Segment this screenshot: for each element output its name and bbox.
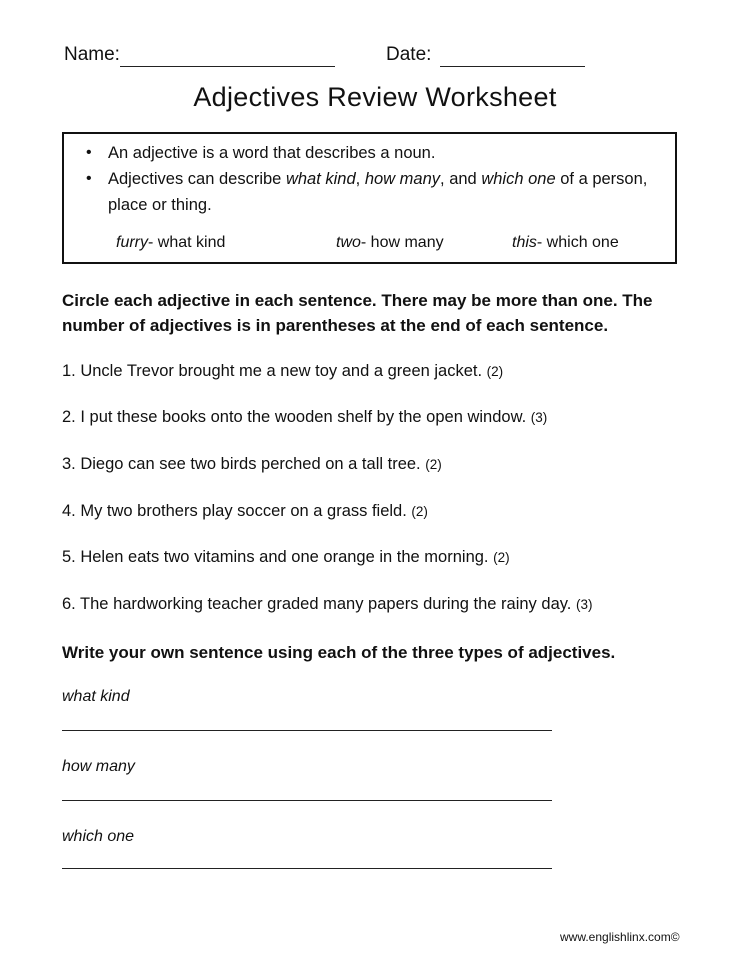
answer-line-what-kind[interactable] bbox=[62, 730, 552, 731]
sentence-5 bbox=[62, 548, 702, 567]
date-label: Date: bbox=[386, 44, 432, 65]
circle-instructions: Circle each adjective in each sentence. There may be more than one. The number of adjectives is in parentheses at the end of each sentence. bbox=[62, 291, 653, 335]
example-desc: - what kind bbox=[148, 234, 226, 251]
example-how-many bbox=[336, 234, 444, 252]
adjective-count: (2) bbox=[493, 550, 510, 565]
example-desc: - which one bbox=[536, 234, 619, 251]
sentence-2 bbox=[62, 408, 702, 427]
bullet-dot-icon: • bbox=[86, 170, 92, 187]
prompt-which-one: which one bbox=[62, 828, 135, 845]
sentence-text: 3. Diego can see two birds perched on a tall tree. bbox=[62, 455, 421, 473]
example-word: furry bbox=[116, 234, 148, 251]
bullet-2-which-one: which one bbox=[481, 170, 556, 188]
write-instructions: Write your own sentence using each of the three types of adjectives. bbox=[62, 643, 616, 662]
sentence-6 bbox=[62, 595, 702, 614]
example-word: two bbox=[336, 234, 361, 251]
sentence-1 bbox=[62, 362, 702, 381]
example-what-kind bbox=[116, 234, 225, 252]
info-bullets bbox=[84, 140, 674, 218]
adjective-count: (2) bbox=[425, 457, 442, 472]
sentence-4 bbox=[62, 502, 702, 521]
name-label: Name: bbox=[64, 44, 120, 65]
example-word: this bbox=[512, 234, 537, 251]
example-desc: - how many bbox=[360, 234, 444, 251]
worksheet-title: Adjectives Review Worksheet bbox=[193, 82, 557, 112]
bullet-2-what-kind: what kind bbox=[285, 170, 356, 188]
bullet-1-text: An adjective is a word that describes a noun. bbox=[108, 144, 436, 162]
bullet-2-sep-2: , and bbox=[440, 170, 482, 188]
bullet-2-text-b: of a person, place or thing. bbox=[108, 170, 648, 214]
bullet-2-sep-1: , bbox=[355, 170, 365, 188]
info-bullet-1 bbox=[84, 140, 674, 166]
bullet-2-how-many: how many bbox=[364, 170, 441, 188]
prompt-how-many: how many bbox=[62, 758, 135, 775]
name-date-row bbox=[64, 44, 604, 72]
adjective-count: (2) bbox=[486, 364, 504, 379]
bullet-dot-icon: • bbox=[86, 144, 92, 161]
answer-line-which-one[interactable] bbox=[62, 868, 552, 869]
adjective-info-box bbox=[62, 132, 677, 264]
sentence-text: 1. Uncle Trevor brought me a new toy and a green jacket. bbox=[62, 362, 483, 380]
sentence-text: 5. Helen eats two vitamins and one orange in the morning. bbox=[62, 548, 489, 566]
name-field-line[interactable] bbox=[120, 66, 335, 67]
sentence-3 bbox=[62, 455, 702, 474]
footer-website: www.englishlinx.com© bbox=[560, 930, 680, 944]
info-bullet-2 bbox=[84, 166, 674, 218]
sentence-text: 4. My two brothers play soccer on a grass field. bbox=[62, 502, 407, 520]
example-which-one bbox=[512, 234, 619, 252]
adjective-count: (3) bbox=[530, 410, 548, 425]
prompt-what-kind: what kind bbox=[62, 688, 130, 705]
sentence-text: 2. I put these books onto the wooden shelf by the open window. bbox=[62, 408, 527, 426]
date-field-line[interactable] bbox=[440, 66, 585, 67]
bullet-2-text-a: Adjectives can describe bbox=[108, 170, 286, 188]
adjective-count: (3) bbox=[575, 597, 593, 612]
adjective-count: (2) bbox=[411, 504, 428, 519]
sentence-text: 6. The hardworking teacher graded many papers during the rainy day. bbox=[62, 595, 572, 613]
answer-line-how-many[interactable] bbox=[62, 800, 552, 801]
adjective-examples bbox=[64, 234, 675, 258]
